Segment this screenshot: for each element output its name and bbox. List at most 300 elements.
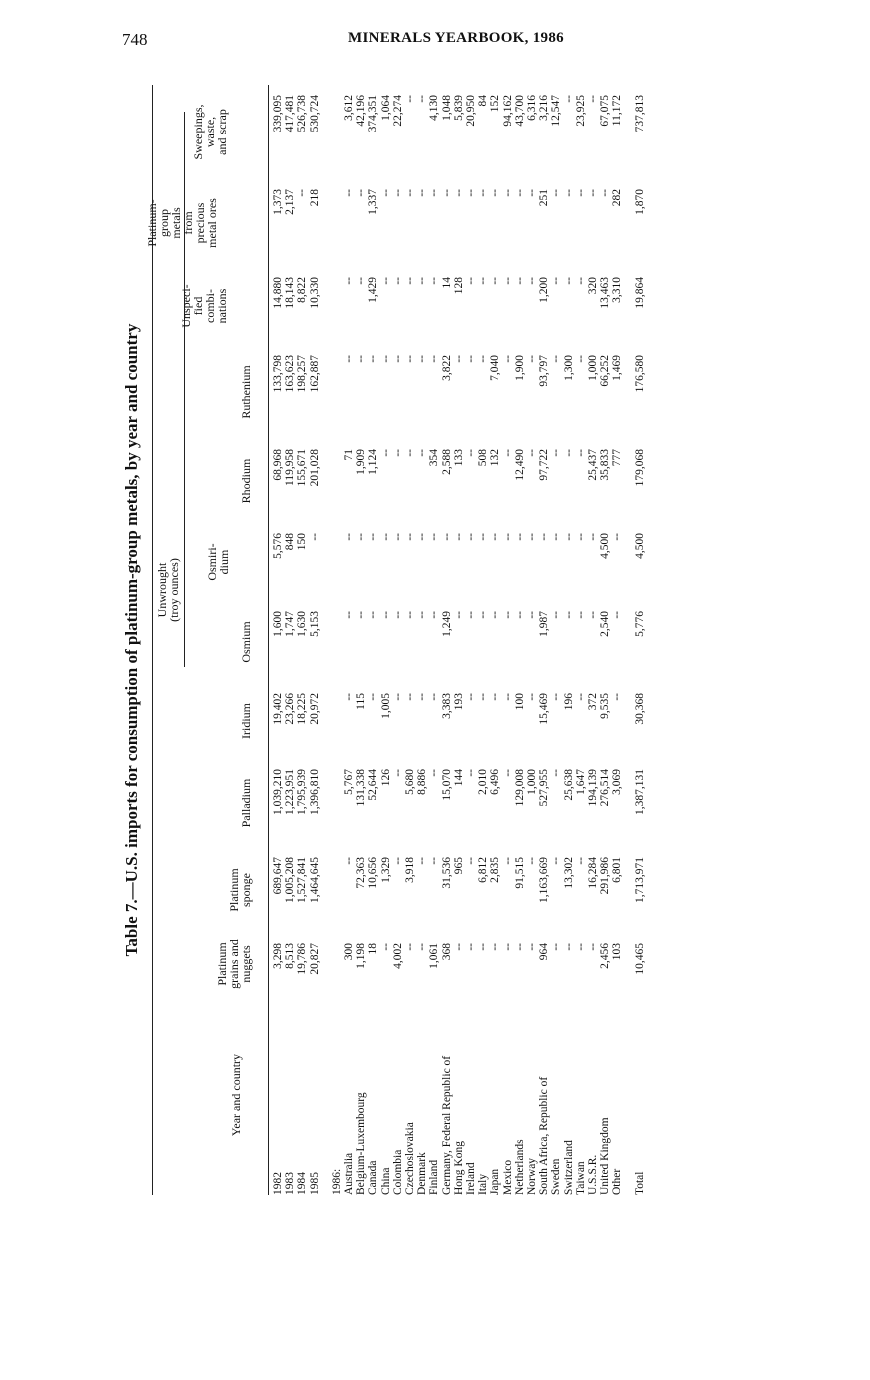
table-cell: -- [367, 693, 380, 701]
column-header-line: Platinum [227, 868, 241, 912]
table-cell: 1,387,131 [633, 769, 646, 815]
table-cell: -- [526, 943, 539, 951]
table-cell: -- [465, 857, 478, 865]
table-cell: 129,008 [513, 769, 526, 807]
column-header-ruthenium [240, 345, 252, 439]
table-cell: 94,162 [501, 95, 514, 127]
table-cell: 72,363 [355, 857, 368, 889]
table-cell: 196 [562, 693, 575, 711]
column-header-line: Iridium [239, 703, 253, 739]
table-cell: -- [526, 189, 539, 197]
column-header-line: and scrap [215, 109, 229, 155]
data-table [272, 85, 646, 1195]
table-cell: -- [501, 355, 514, 363]
table-row-country [575, 85, 587, 1195]
table-cell: 777 [611, 449, 624, 467]
table-cell: 5,576 [272, 533, 284, 559]
table-cell: -- [501, 189, 514, 197]
table-cell: -- [404, 189, 417, 197]
table-cell: -- [538, 533, 551, 541]
table-row-year [296, 85, 308, 1195]
table-cell: -- [489, 277, 502, 285]
column-header-line: metals [169, 207, 183, 239]
table-cell: 5,767 [343, 769, 356, 795]
table-cell: 12,547 [550, 95, 563, 127]
table-cell: 3,298 [272, 943, 284, 969]
table-cell: -- [587, 533, 600, 541]
table-cell: 1,647 [574, 769, 587, 795]
table-cell: 1,527,841 [296, 857, 309, 903]
table-cell: 18,225 [296, 693, 309, 725]
column-header-sweepings [192, 85, 228, 179]
table-cell: -- [428, 611, 441, 619]
column-header-line: nations [215, 288, 229, 324]
table-cell: 10,656 [367, 857, 380, 889]
table-cell: -- [465, 189, 478, 197]
table-cell: 1,005,208 [284, 857, 297, 903]
table-row-country [453, 85, 465, 1195]
table-cell: 1,005 [379, 693, 392, 719]
row-label: Belgium-Luxembourg [355, 1092, 368, 1195]
table-cell: -- [416, 355, 429, 363]
table-cell: 1,124 [367, 449, 380, 475]
table-cell: 282 [611, 189, 624, 207]
table-cell: 6,496 [489, 769, 502, 795]
table-cell: -- [343, 277, 356, 285]
table-cell: -- [550, 857, 563, 865]
table-cell: -- [477, 943, 490, 951]
table-cell: 23,266 [284, 693, 297, 725]
table-cell: 133,798 [272, 355, 284, 393]
table-cell: -- [587, 189, 600, 197]
table-cell: 2,588 [440, 449, 453, 475]
table-cell: -- [513, 533, 526, 541]
row-label: U.S.S.R. [587, 1154, 600, 1195]
table-cell: 3,383 [440, 693, 453, 719]
column-header-line: Sweepings, [191, 104, 205, 160]
table-cell: 508 [477, 449, 490, 467]
table-cell: 2,137 [284, 189, 297, 215]
table-cell: -- [477, 533, 490, 541]
table-cell: 19,786 [296, 943, 309, 975]
table-cell: 320 [587, 277, 600, 295]
column-header-year [230, 995, 242, 1195]
table-cell: -- [587, 611, 600, 619]
table-cell: -- [550, 943, 563, 951]
table-cell: 3,822 [440, 355, 453, 381]
table-cell: -- [465, 449, 478, 457]
table-cell: -- [404, 533, 417, 541]
table-cell: 368 [440, 943, 453, 961]
table-row-country [550, 85, 562, 1195]
table-cell: -- [526, 355, 539, 363]
table-cell: 1,469 [611, 355, 624, 381]
table-cell: -- [550, 611, 563, 619]
column-header-osmium [240, 601, 252, 683]
row-label: Mexico [501, 1159, 514, 1195]
table-row-country [355, 85, 367, 1195]
row-label: Czechoslovakia [404, 1122, 417, 1195]
table-cell: -- [465, 611, 478, 619]
table-cell: -- [440, 533, 453, 541]
table-cell: 71 [343, 449, 356, 461]
table-cell: 119,958 [284, 449, 297, 486]
table-cell: 1,795,939 [296, 769, 309, 815]
table-cell: 218 [308, 189, 321, 207]
table-cell: -- [489, 611, 502, 619]
table-cell: -- [367, 355, 380, 363]
table-row-country [416, 85, 428, 1195]
table-cell: 1,039,210 [272, 769, 284, 815]
table-cell: -- [428, 857, 441, 865]
table-cell: -- [391, 189, 404, 197]
table-cell: 526,738 [296, 95, 309, 133]
table-cell: -- [550, 277, 563, 285]
table-cell: 15,469 [538, 693, 551, 725]
table-cell: -- [562, 533, 575, 541]
table-cell: 23,925 [574, 95, 587, 127]
spacer-row [321, 85, 331, 1195]
table-cell: -- [428, 277, 441, 285]
column-header-line: from [181, 211, 195, 235]
table-cell: -- [391, 533, 404, 541]
table-cell: 194,139 [587, 769, 600, 807]
table-cell: -- [465, 533, 478, 541]
table-row-country [514, 85, 526, 1195]
table-row-country [611, 85, 623, 1195]
table-cell: -- [513, 611, 526, 619]
table-cell: 1,223,951 [284, 769, 297, 815]
table-cell: 689,647 [272, 857, 284, 895]
row-label: 1985 [308, 1172, 321, 1195]
table-cell: 1,000 [526, 769, 539, 795]
table-cell: -- [562, 189, 575, 197]
table-cell: 103 [611, 943, 624, 961]
table-cell: 291,986 [599, 857, 612, 895]
table-row-country [477, 85, 489, 1195]
table-cell: 11,172 [611, 95, 624, 127]
table-cell: -- [526, 449, 539, 457]
table-cell: -- [391, 693, 404, 701]
table-cell: -- [526, 533, 539, 541]
row-label: Hong Kong [452, 1141, 465, 1195]
table-cell: -- [611, 611, 624, 619]
table-cell: 133 [452, 449, 465, 467]
unwrought-group-header: Unwrought (troy ounces) [155, 558, 181, 622]
row-label: Germany, Federal Republic of [440, 1055, 453, 1195]
column-header-line: dium [217, 549, 231, 575]
table-cell: 43,700 [513, 95, 526, 127]
table-cell: -- [501, 449, 514, 457]
table-cell: -- [574, 189, 587, 197]
table-cell: 31,536 [440, 857, 453, 889]
table-cell: -- [477, 355, 490, 363]
table-cell: -- [599, 189, 612, 197]
column-header-line: Unspeci- [179, 284, 193, 328]
table-cell: 3,612 [343, 95, 356, 121]
column-header-pgm_ores [146, 179, 218, 267]
table-cell: -- [574, 611, 587, 619]
table-cell: 1,200 [538, 277, 551, 303]
table-cell: -- [465, 277, 478, 285]
table-cell: 97,722 [538, 449, 551, 481]
table-cell: -- [355, 277, 368, 285]
table-cell: 1,909 [355, 449, 368, 475]
table-cell: 20,950 [465, 95, 478, 127]
table-cell: -- [587, 95, 600, 103]
table-cell: 25,638 [562, 769, 575, 801]
table-cell: -- [501, 857, 514, 865]
table-row-country [343, 85, 355, 1195]
table-cell: 176,580 [633, 355, 646, 393]
table-cell: 1,337 [367, 189, 380, 215]
table-cell: 15,070 [440, 769, 453, 801]
row-label: Sweden [550, 1158, 563, 1195]
table-cell: -- [513, 943, 526, 951]
table-cell: 5,153 [308, 611, 321, 637]
table-row-country [380, 85, 392, 1195]
table-cell: 132 [489, 449, 502, 467]
table-cell: -- [343, 857, 356, 865]
row-label: Total [633, 1171, 646, 1195]
table-cell: 1,870 [633, 189, 646, 215]
table-cell: 162,887 [308, 355, 321, 393]
table-cell: 530,724 [308, 95, 321, 133]
table-cell: 42,196 [355, 95, 368, 127]
table-cell: 1,061 [428, 943, 441, 969]
table-cell: -- [550, 355, 563, 363]
table-cell: 30,368 [633, 693, 646, 725]
row-label: 1984 [296, 1172, 309, 1195]
table-cell: 1,713,971 [633, 857, 646, 903]
table-cell: 7,040 [489, 355, 502, 381]
section-row [331, 85, 343, 1195]
row-label: Other [611, 1168, 624, 1195]
table-cell: -- [574, 857, 587, 865]
table-cell: -- [416, 277, 429, 285]
table-cell: -- [416, 95, 429, 103]
table-cell: 14,880 [272, 277, 284, 309]
column-header-line: Platinum- [145, 199, 159, 247]
table-cell: 128 [452, 277, 465, 295]
table-cell: -- [574, 277, 587, 285]
table-cell: -- [416, 189, 429, 197]
table-cell: -- [355, 533, 368, 541]
table-row-country [538, 85, 550, 1195]
table-cell: 13,302 [562, 857, 575, 889]
row-label: Norway [526, 1157, 539, 1195]
table-cell: -- [477, 277, 490, 285]
row-label: Switzerland [562, 1140, 575, 1195]
table-cell: -- [355, 611, 368, 619]
table-cell: -- [452, 611, 465, 619]
table-cell: 150 [296, 533, 309, 551]
table-row-country [441, 85, 453, 1195]
row-label: Canada [367, 1160, 380, 1195]
table-cell: 354 [428, 449, 441, 467]
column-header-line: group [157, 209, 171, 237]
table-cell: 20,827 [308, 943, 321, 975]
table-cell: 18,143 [284, 277, 297, 309]
table-cell: -- [343, 611, 356, 619]
table-cell: 67,075 [599, 95, 612, 127]
table-cell: 91,515 [513, 857, 526, 889]
table-row-country [563, 85, 575, 1195]
table-cell: -- [379, 277, 392, 285]
table-cell: -- [404, 95, 417, 103]
table-cell: -- [501, 533, 514, 541]
column-header-line: waste, [203, 116, 217, 148]
table-cell: 16,284 [587, 857, 600, 889]
table-cell: 1,464,645 [308, 857, 321, 903]
row-label: Italy [477, 1173, 490, 1195]
table-cell: -- [416, 449, 429, 457]
table-cell: -- [526, 611, 539, 619]
table-row-country [587, 85, 599, 1195]
table-cell: 1,163,669 [538, 857, 551, 903]
table-cell: 848 [284, 533, 297, 551]
table-cell: 339,095 [272, 95, 284, 133]
table-cell: 8,513 [284, 943, 297, 969]
table-cell: 300 [343, 943, 356, 961]
table-cell: -- [416, 693, 429, 701]
row-label: United Kingdom [599, 1117, 612, 1195]
table-cell: -- [355, 189, 368, 197]
table-cell: 52,644 [367, 769, 380, 801]
table-cell: 100 [513, 693, 526, 711]
column-header-palladium [240, 759, 252, 847]
table-row-country [599, 85, 611, 1195]
table-row-country [367, 85, 379, 1195]
table-cell: -- [513, 277, 526, 285]
table-cell: -- [416, 857, 429, 865]
table-cell: -- [391, 769, 404, 777]
table-cell: 1,373 [272, 189, 284, 215]
table-cell: 1,396,810 [308, 769, 321, 815]
table-cell: -- [391, 857, 404, 865]
table-cell: 417,481 [284, 95, 297, 133]
table-cell: 5,776 [633, 611, 646, 637]
table-caption: Table 7.—U.S. imports for consumption of platinum-group metals, by year and country [122, 323, 141, 957]
table-cell: -- [367, 533, 380, 541]
table-cell: -- [404, 611, 417, 619]
table-cell: -- [550, 769, 563, 777]
table-cell: 8,822 [296, 277, 309, 303]
row-label: 1983 [284, 1172, 297, 1195]
table-cell: 6,812 [477, 857, 490, 883]
table-cell: 19,864 [633, 277, 646, 309]
column-header-line: Year and country [229, 1053, 243, 1137]
table-cell: 527,955 [538, 769, 551, 807]
table-cell: -- [465, 355, 478, 363]
table-cell: -- [343, 693, 356, 701]
table-cell: 2,010 [477, 769, 490, 795]
table-cell: 25,437 [587, 449, 600, 481]
row-label: South Africa, Republic of [538, 1076, 551, 1195]
row-label: Japan [489, 1168, 502, 1195]
table-cell: -- [550, 449, 563, 457]
table-row-country [428, 85, 440, 1195]
column-header-line: Osmiri- [205, 543, 219, 581]
table-cell: 8,886 [416, 769, 429, 795]
table-cell: 10,330 [308, 277, 321, 309]
row-label: Taiwan [574, 1161, 587, 1195]
table-cell: -- [391, 611, 404, 619]
table-row-year [309, 85, 321, 1195]
table-cell: -- [428, 355, 441, 363]
table-cell: 1,429 [367, 277, 380, 303]
table-cell: 2,456 [599, 943, 612, 969]
table-cell: 372 [587, 693, 600, 711]
column-header-line: nuggets [239, 945, 253, 983]
table-cell: -- [404, 449, 417, 457]
table-cell: -- [513, 189, 526, 197]
table-cell: -- [550, 693, 563, 701]
table-cell: 198,257 [296, 355, 309, 393]
table-cell: 22,274 [391, 95, 404, 127]
table-row-country [526, 85, 538, 1195]
table-cell: -- [296, 189, 309, 197]
running-head: MINERALS YEARBOOK, 1986 [348, 30, 564, 46]
table-cell: 201,028 [308, 449, 321, 487]
table-cell: 10,465 [633, 943, 646, 975]
table-row-country [489, 85, 501, 1195]
table-cell: -- [477, 693, 490, 701]
table-cell: -- [428, 769, 441, 777]
table-cell: -- [526, 277, 539, 285]
table-cell: -- [550, 533, 563, 541]
header-bottom-rule [268, 85, 269, 1195]
row-label: Australia [343, 1152, 356, 1195]
table-cell: -- [379, 355, 392, 363]
column-header-osmiridium [206, 523, 230, 601]
table-cell: 179,068 [633, 449, 646, 487]
table-cell: -- [343, 189, 356, 197]
table-cell: -- [501, 769, 514, 777]
column-header-line: Rhodium [239, 458, 253, 504]
column-header-line: Ruthenium [239, 365, 253, 419]
table-cell: 5,680 [404, 769, 417, 795]
table-cell: -- [562, 277, 575, 285]
table-cell: 3,310 [611, 277, 624, 303]
table-cell: 6,801 [611, 857, 624, 883]
column-header-grains [216, 933, 252, 995]
table-cell: 144 [452, 769, 465, 787]
table-cell: 3,069 [611, 769, 624, 795]
table-cell: 4,500 [633, 533, 646, 559]
table-cell: -- [452, 189, 465, 197]
table-cell: -- [428, 693, 441, 701]
table-cell: 163,623 [284, 355, 297, 393]
table-cell: 1,630 [296, 611, 309, 637]
table-cell: -- [477, 189, 490, 197]
table-cell: 12,490 [513, 449, 526, 481]
table-cell: 964 [538, 943, 551, 961]
table-cell: -- [574, 943, 587, 951]
table-cell: -- [489, 189, 502, 197]
table-cell: -- [574, 449, 587, 457]
table-cell: -- [574, 355, 587, 363]
column-header-line: Platinum [215, 942, 229, 986]
table-cell: 84 [477, 95, 490, 107]
table-cell: -- [489, 533, 502, 541]
column-header-unspecified [180, 267, 228, 345]
rotated-table-block [122, 85, 712, 1195]
table-cell: -- [562, 611, 575, 619]
table-cell: -- [416, 533, 429, 541]
table-cell: -- [404, 277, 417, 285]
table-cell: 1,300 [562, 355, 575, 381]
